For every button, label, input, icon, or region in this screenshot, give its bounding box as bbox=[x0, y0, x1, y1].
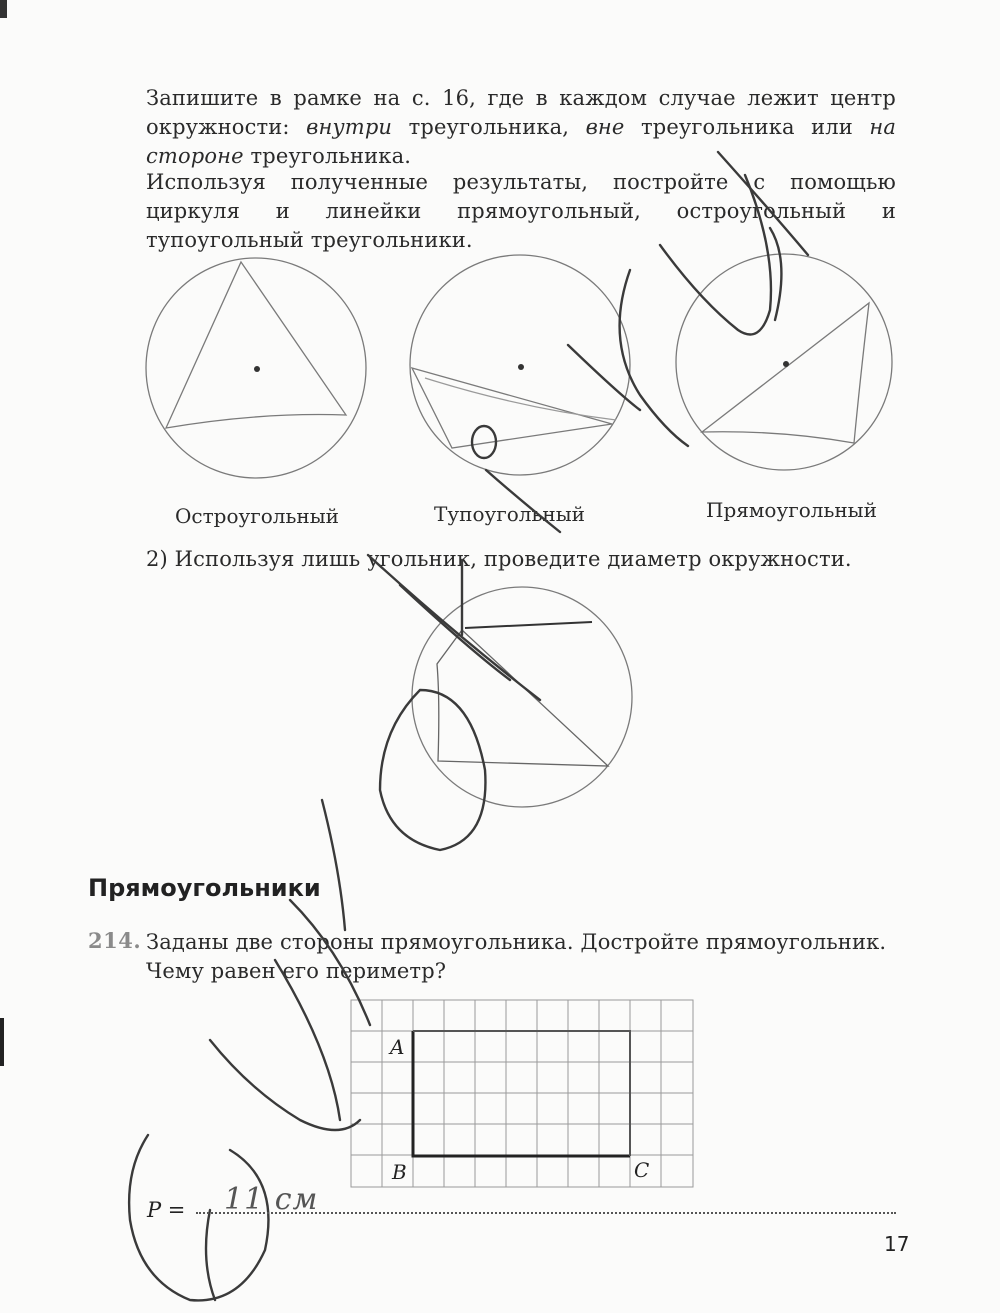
obtuse-triangle-figure bbox=[410, 255, 630, 475]
binding-mark bbox=[0, 1018, 4, 1066]
acute-triangle-label: Остроугольный bbox=[175, 504, 339, 528]
task-2-text: 2) Используя лишь угольник, проведите диаметр окружности. bbox=[146, 547, 852, 571]
diameter-figure bbox=[412, 587, 632, 807]
point-a-label: A bbox=[390, 1035, 405, 1059]
section-title: Прямоугольники bbox=[88, 874, 321, 902]
instruction-paragraph: Запишите в рамке на с. 16, где в каждом случае лежит центр окружности: внутри треугольника, вне треугольника или на стороне треугольника. bbox=[146, 86, 896, 168]
acute-triangle-figure bbox=[146, 258, 366, 478]
right-triangle-label: Прямоугольный bbox=[706, 498, 877, 522]
task-214-text: Заданы две стороны прямоугольника. Достройте прямоугольник. Чему равен его периметр? bbox=[146, 930, 887, 983]
right-triangle-figure bbox=[676, 254, 892, 470]
construction-paragraph: Используя полученные результаты, постройте с помощью циркуля и линейки прямоугольный, остроугольный и тупоугольный треугольники. bbox=[146, 170, 896, 252]
point-b-label: B bbox=[392, 1160, 407, 1184]
handwriting-scribble bbox=[129, 152, 808, 1300]
obtuse-triangle-label: Тупоугольный bbox=[434, 502, 585, 526]
page-number: 17 bbox=[884, 1232, 910, 1256]
perimeter-label: P = bbox=[147, 1198, 186, 1222]
point-c-label: C bbox=[634, 1158, 650, 1182]
rectangle-abcd bbox=[413, 1031, 630, 1156]
handwritten-answer: 11 см bbox=[224, 1182, 319, 1217]
corner-scan-mark bbox=[0, 0, 7, 18]
task-number: 214. bbox=[88, 928, 142, 953]
